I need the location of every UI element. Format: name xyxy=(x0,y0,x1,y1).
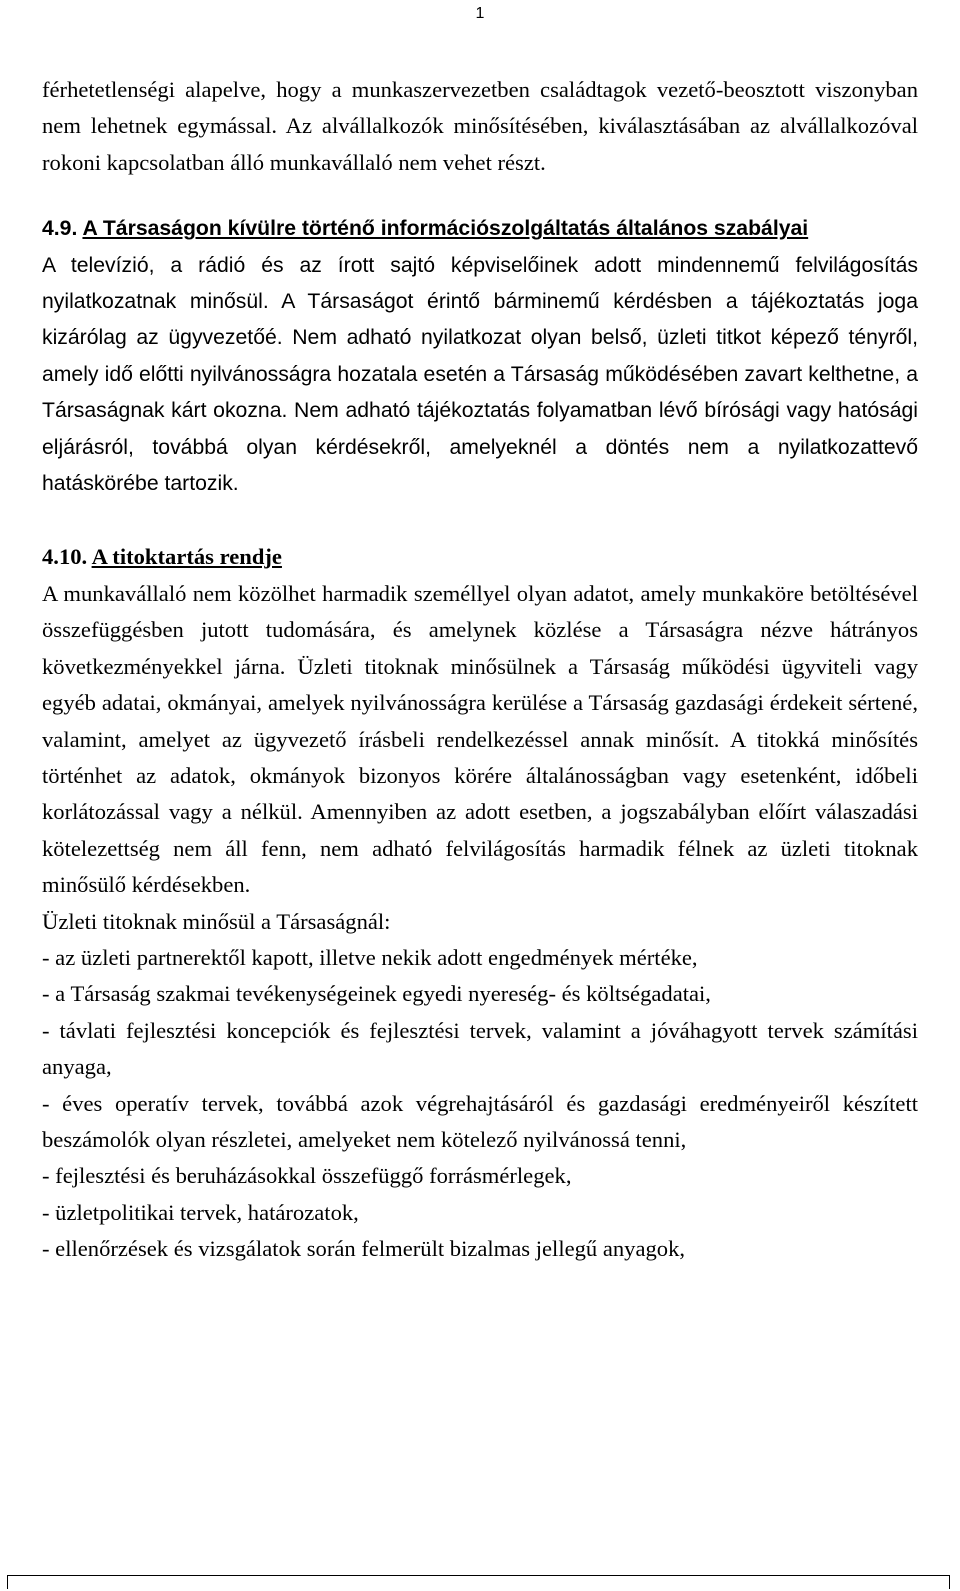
section-4-10-body: A munkavállaló nem közölhet harmadik személlyel olyan adatot, amely munkaköre betöltésével összefüggésben jutott tudomására, és amelynek közlése a Társaságra nézve hátrányos következményekkel járna. Üzleti titoknak minősülnek a Társaság működési ügyviteli vagy egyéb adatai, okmányai, amelyek nyilvánosságra kerülése a Társaság gazdasági érdekeit sértené, valamint, amelyet az ügyvezető írásbeli rendelkezéssel annak minősít. A titokká minősítés történhet az adatok, okmányok bizonyos körére általánosságban vagy esetenként, időbeli korlátozással vagy a nélkül. Amennyiben az adott esetben, a jogszabályban előírt válaszadási kötelezettség nem áll fenn, nem adható felvilágosítás harmadik félnek az üzleti titoknak minősülő kérdésekben. xyxy=(42,580,918,898)
section-4-10-heading xyxy=(42,544,282,569)
list-item: - fejlesztési és beruházásokkal összefüggő forrásmérlegek, xyxy=(42,1163,572,1189)
list-item: - ellenőrzések és vizsgálatok során felmerült bizalmas jellegű anyagok, xyxy=(42,1236,686,1262)
section-4-10-block xyxy=(42,539,918,903)
list-item: - a Társaság szakmai tevékenységeinek egyedi nyereség- és költségadatai, xyxy=(42,981,711,1007)
trade-secret-list xyxy=(42,940,918,1268)
intro-paragraph: férhetetlenségi alapelve, hogy a munkaszervezetben családtagok vezető-beosztott viszonyban nem lehetnek egymással. Az alvállalkozók minősítésében, kiválasztásában az alvállalkozóval rokoni kapcsolatban álló munkavállaló nem vehet részt. xyxy=(42,77,918,175)
list-item: - éves operatív tervek, továbbá azok végrehajtásáról és gazdasági eredményeiről készített beszámolók olyan részletei, amelyeket nem kötelező nyilvánossá tenni, xyxy=(42,1090,918,1152)
section-4-9-title: A Társaságon kívülre történő információszolgáltatás általános szabályai xyxy=(82,217,809,241)
section-4-9-heading xyxy=(42,217,808,240)
section-4-10-number: 4.10. xyxy=(42,544,88,570)
section-4-9-block xyxy=(42,211,918,502)
list-item: - az üzleti partnerektől kapott, illetve nekik adott engedmények mértéke, xyxy=(42,944,698,970)
spacer xyxy=(42,181,918,211)
page-number: 1 xyxy=(475,5,485,22)
section-4-9-number: 4.9. xyxy=(42,217,78,241)
footer-frame xyxy=(7,1575,950,1589)
list-item: - üzletpolitikai tervek, határozatok, xyxy=(42,1199,359,1225)
spacer xyxy=(42,502,918,539)
document-body xyxy=(42,72,918,1268)
list-item: - távlati fejlesztési koncepciók és fejlesztési tervek, valamint a jóváhagyott tervek számítási anyaga, xyxy=(42,1017,918,1080)
section-4-10-title: A titoktartás rendje xyxy=(91,544,282,570)
trade-secret-list-intro: Üzleti titoknak minősül a Társaságnál: xyxy=(42,908,391,934)
section-4-9-body: A televízió, a rádió és az írott sajtó képviselőinek adott mindennemű felvilágosítás nyilatkozatnak minősül. A Társaságot érintő bárminemű kérdésben a tájékoztatás joga kizárólag az ügyvezetőé. Nem adható nyilatkozat olyan belső, üzleti titkot képező tényről, amely idő előtti nyilvánosságra hozatala esetén a Társaság működésében zavart kelthetne, a Társaságnak kárt okozna. Nem adható tájékoztatás folyamatban lévő bírósági vagy hatósági eljárásról, továbbá olyan kérdésekről, amelyeknél a döntés nem a nyilatkozattevő hatáskörébe tartozik. xyxy=(42,253,918,496)
